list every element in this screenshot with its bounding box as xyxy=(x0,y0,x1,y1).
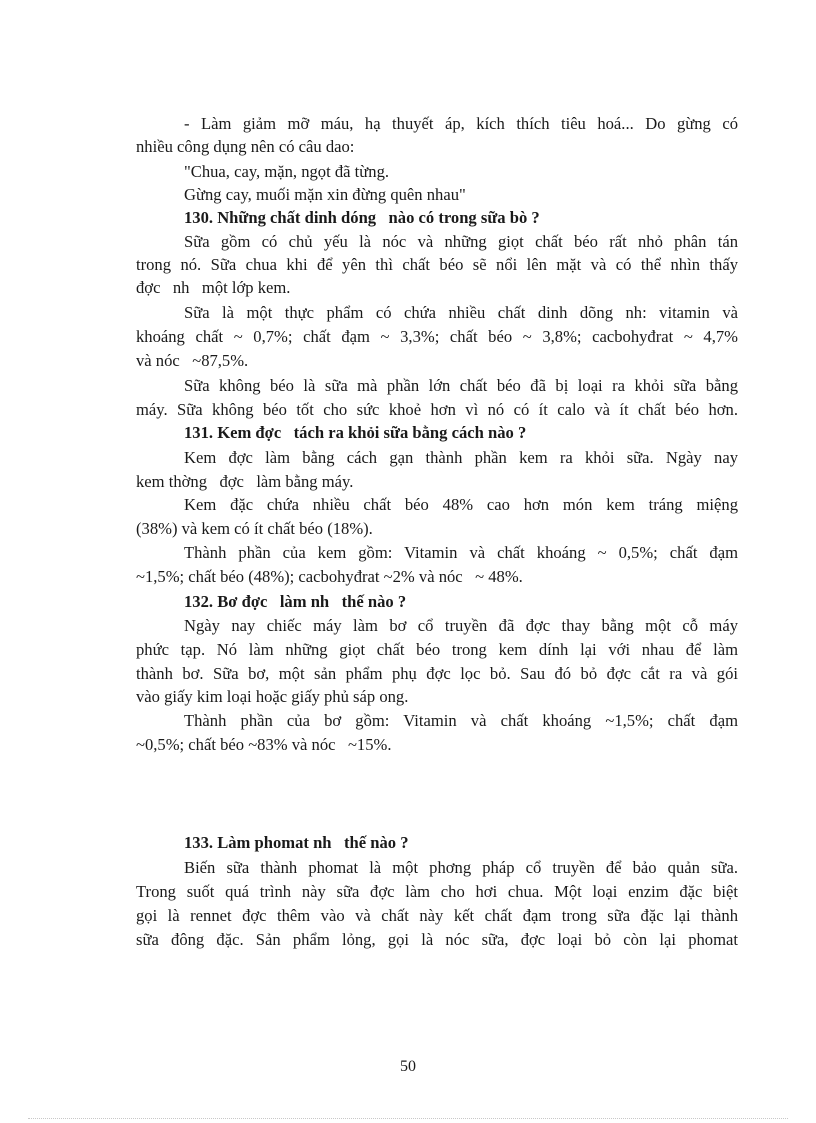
paragraph-line: Kem đặc chứa nhiều chất béo 48% cao hơn món kem tráng miệng xyxy=(184,495,738,514)
paragraph-line: ~0,5%; chất béo ~83% và nóc ~15%. xyxy=(136,735,392,754)
paragraph-line: vào giấy kim loại hoặc giấy phủ sáp ong. xyxy=(136,687,409,706)
paragraph-line: gọi là rennet đợc thêm vào và chất này kết chất đạm trong sữa đặc lại thành xyxy=(136,906,738,925)
page-number: 50 xyxy=(400,1058,416,1075)
footer-dotted-rule xyxy=(28,1118,788,1119)
paragraph-line: trong nó. Sữa chua khi để yên thì chất béo sẽ nổi lên mặt và có thể nhìn thấy xyxy=(136,255,738,274)
paragraph-line: Sữa không béo là sữa mà phần lớn chất béo đã bị loại ra khỏi sữa bằng xyxy=(184,376,738,395)
paragraph-line: (38%) và kem có ít chất béo (18%). xyxy=(136,519,373,538)
paragraph-line: và nóc ~87,5%. xyxy=(136,351,249,370)
section-heading: 131. Kem đợc tách ra khỏi sữa bằng cách nào ? xyxy=(184,423,527,442)
section-heading: 133. Làm phomat nh thế nào ? xyxy=(184,833,409,852)
paragraph-line: Ngày nay chiếc máy làm bơ cổ truyền đã đợc thay bằng một cỗ máy xyxy=(184,616,738,635)
paragraph-line: Sữa là một thực phẩm có chứa nhiều chất dinh dõng nh: vitamin và xyxy=(184,303,738,322)
paragraph-line: Sữa gồm có chủ yếu là nóc và những giọt chất béo rất nhỏ phân tán xyxy=(184,232,738,251)
paragraph-line: khoáng chất ~ 0,7%; chất đạm ~ 3,3%; chất béo ~ 3,8%; cacbohyđrat ~ 4,7% xyxy=(136,327,738,346)
paragraph-line: máy. Sữa không béo tốt cho sức khoẻ hơn vì nó có ít calo và ít chất béo hơn. xyxy=(136,400,738,419)
paragraph-line: nhiều công dụng nên có câu dao: xyxy=(136,137,355,156)
paragraph-line: phức tạp. Nó làm những giọt chất béo trong kem dính lại với nhau để làm xyxy=(136,640,738,659)
paragraph-line: Biến sữa thành phomat là một phơng pháp cổ truyền để bảo quản sữa. xyxy=(184,858,738,877)
paragraph-line: đợc nh một lớp kem. xyxy=(136,278,291,297)
paragraph-line: Kem đợc làm bằng cách gạn thành phần kem ra khỏi sữa. Ngày nay xyxy=(184,448,738,467)
paragraph-line: Thành phần của kem gồm: Vitamin và chất khoáng ~ 0,5%; chất đạm xyxy=(184,543,738,562)
paragraph-line: thành bơ. Sữa bơ, một sản phẩm phụ đợc lọc bỏ. Sau đó bỏ đợc cắt ra và gói xyxy=(136,664,738,683)
section-heading: 130. Những chất dinh dóng nào có trong sữa bò ? xyxy=(184,208,540,227)
paragraph-line: Thành phần của bơ gồm: Vitamin và chất khoáng ~1,5%; chất đạm xyxy=(184,711,738,730)
paragraph-line: Gừng cay, muối mặn xin đừng quên nhau" xyxy=(184,185,466,204)
paragraph-line: Trong suốt quá trình này sữa đợc làm cho hơi chua. Một loại enzim đặc biệt xyxy=(136,882,738,901)
paragraph-line: sữa đông đặc. Sản phẩm lỏng, gọi là nóc sữa, đợc loại bỏ còn lại phomat xyxy=(136,930,738,949)
paragraph-line: - Làm giảm mỡ máu, hạ thuyết áp, kích thích tiêu hoá... Do gừng có xyxy=(184,114,738,133)
paragraph-line: ~1,5%; chất béo (48%); cacbohyđrat ~2% và nóc ~ 48%. xyxy=(136,567,523,586)
section-heading: 132. Bơ đợc làm nh thế nào ? xyxy=(184,592,407,611)
paragraph-line: "Chua, cay, mặn, ngọt đã từng. xyxy=(184,162,390,181)
paragraph-line: kem thờng đợc làm bằng máy. xyxy=(136,472,354,491)
